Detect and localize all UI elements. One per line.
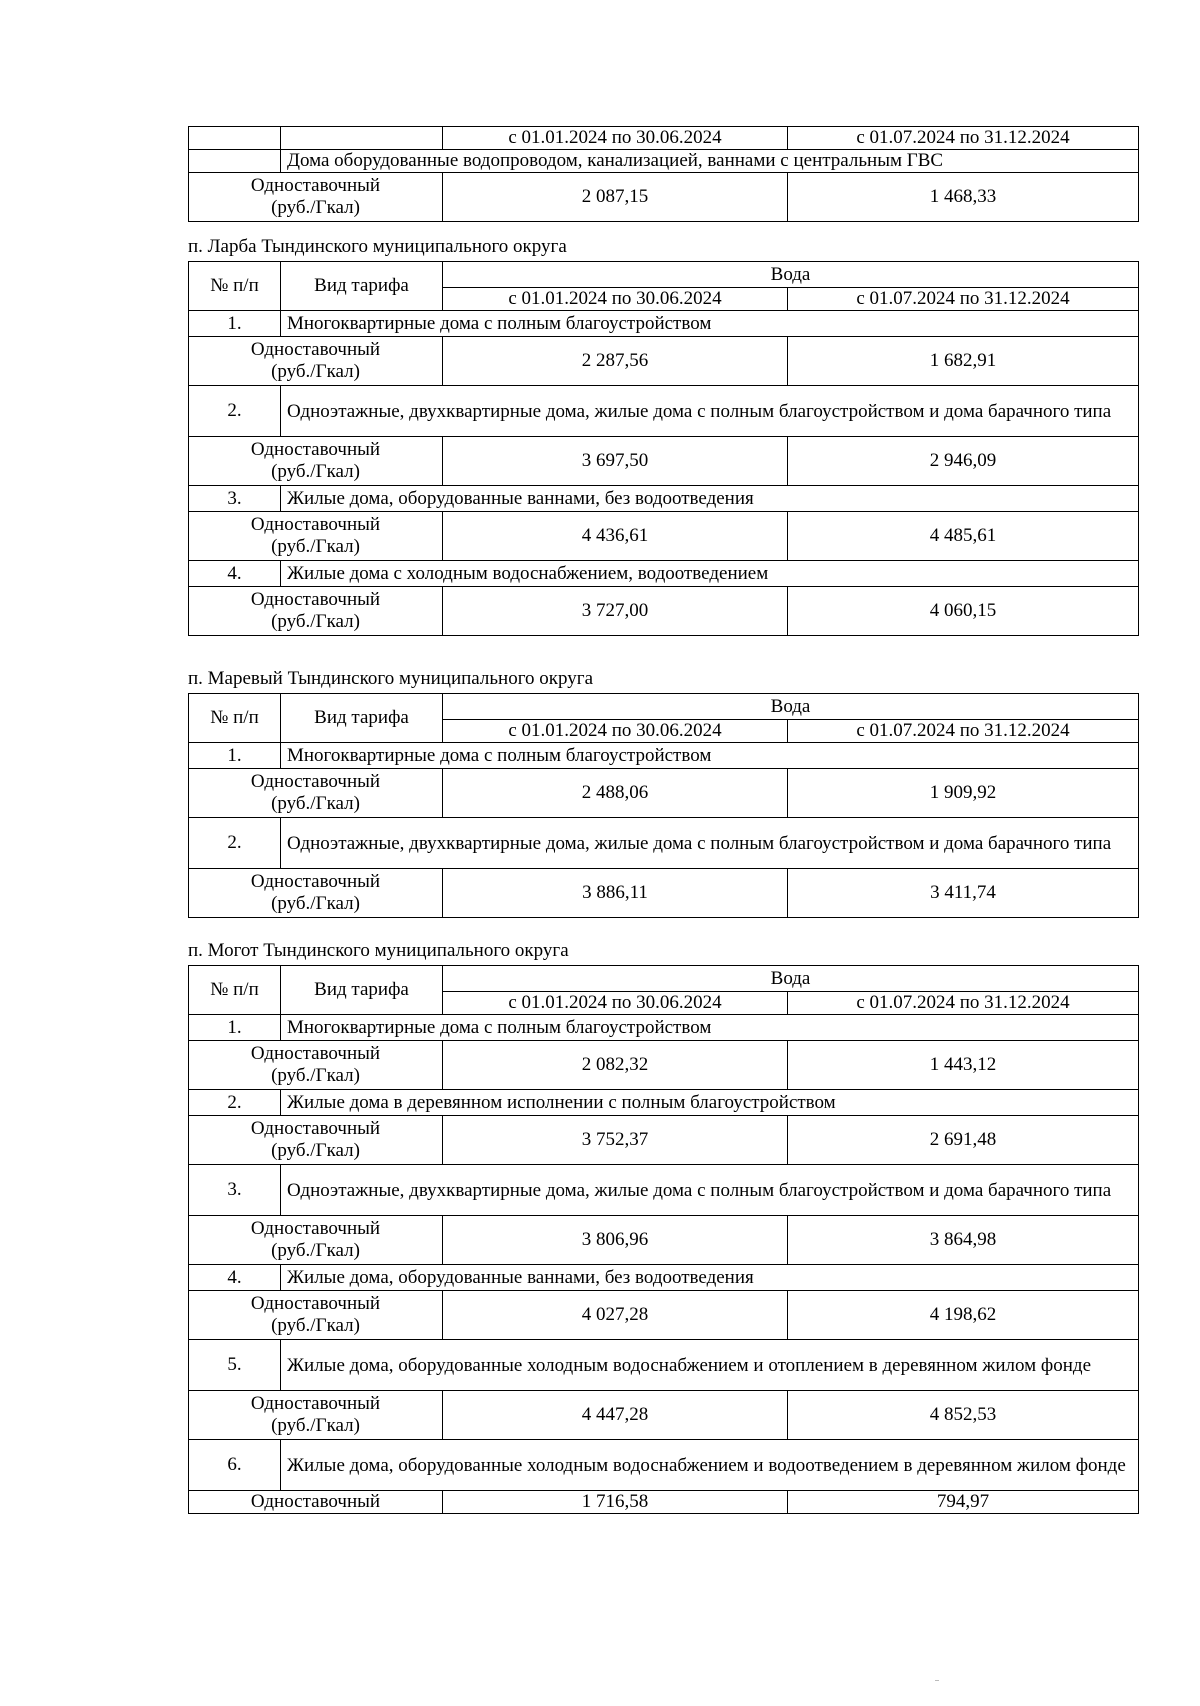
value-period2: 4 198,62 <box>788 1291 1139 1340</box>
rate-label-line1: Одноставочный <box>250 175 381 196</box>
rate-label-line1: Одноставочный <box>250 1393 381 1414</box>
value-period1: 2 488,06 <box>443 769 788 818</box>
row-description: Одноэтажные, двухквартирные дома, жилые дома с полным благоустройством и дома барачного типа <box>281 386 1139 437</box>
col-num-header: № п/п <box>189 694 281 743</box>
value-period1: 4 447,28 <box>443 1391 788 1440</box>
value-period1: 3 886,11 <box>443 869 788 918</box>
empty-cell <box>189 150 281 173</box>
rate-label <box>189 173 443 222</box>
row-number: 2. <box>189 818 281 869</box>
row-description: Многоквартирные дома с полным благоустройством <box>281 311 1139 337</box>
value-period1: 1 716,58 <box>443 1491 788 1514</box>
water-header: Вода <box>443 262 1139 288</box>
row-description: Жилые дома, оборудованные ваннами, без водоотведения <box>281 486 1139 512</box>
value-period2: 3 864,98 <box>788 1216 1139 1265</box>
rate-label <box>189 437 443 486</box>
group-row-label: Дома оборудованные водопроводом, канализацией, ваннами с центральным ГВС <box>281 150 1139 173</box>
rate-label-line2: (руб./Гкал) <box>271 1240 360 1261</box>
tariff-table-continuation <box>188 126 1138 222</box>
rate-label-line1: Одноставочный <box>250 589 381 610</box>
value-period1: 2 287,56 <box>443 337 788 386</box>
row-number: 1. <box>189 1015 281 1041</box>
row-number: 6. <box>189 1440 281 1491</box>
tariff-table-mogot <box>188 965 1138 1514</box>
rate-label-line1: Одноставочный <box>250 771 381 792</box>
row-number: 1. <box>189 311 281 337</box>
row-description: Многоквартирные дома с полным благоустройством <box>281 743 1139 769</box>
scan-speck <box>935 1680 939 1681</box>
row-number: 2. <box>189 1090 281 1116</box>
value-period1: 3 727,00 <box>443 587 788 636</box>
value-period1: 4 027,28 <box>443 1291 788 1340</box>
row-number: 1. <box>189 743 281 769</box>
period1-header: с 01.01.2024 по 30.06.2024 <box>443 288 788 311</box>
value-period2: 1 468,33 <box>788 173 1139 222</box>
row-number: 4. <box>189 1265 281 1291</box>
rate-label <box>189 1391 443 1440</box>
row-description: Многоквартирные дома с полным благоустройством <box>281 1015 1139 1041</box>
col-num-header: № п/п <box>189 262 281 311</box>
period1-header: с 01.01.2024 по 30.06.2024 <box>443 720 788 743</box>
period2-header: с 01.07.2024 по 31.12.2024 <box>788 992 1139 1015</box>
rate-label-line1: Одноставочный <box>250 1293 381 1314</box>
row-description: Одноэтажные, двухквартирные дома, жилые дома с полным благоустройством и дома барачного типа <box>281 818 1139 869</box>
rate-label-line2: (руб./Гкал) <box>271 793 360 814</box>
rate-label-line2: (руб./Гкал) <box>271 1415 360 1436</box>
value-period2: 4 485,61 <box>788 512 1139 561</box>
tariff-table-larba <box>188 261 1138 636</box>
col-num-header: № п/п <box>189 966 281 1015</box>
rate-label <box>189 1116 443 1165</box>
row-description: Жилые дома, оборудованные холодным водоснабжением и отоплением в деревянном жилом фонде <box>281 1340 1139 1391</box>
value-period2: 1 682,91 <box>788 337 1139 386</box>
period1-header: с 01.01.2024 по 30.06.2024 <box>443 127 788 150</box>
value-period2: 2 946,09 <box>788 437 1139 486</box>
value-period1: 4 436,61 <box>443 512 788 561</box>
empty-cell <box>281 127 443 150</box>
col-kind-header: Вид тарифа <box>281 966 443 1015</box>
row-description: Одноэтажные, двухквартирные дома, жилые дома с полным благоустройством и дома барачного типа <box>281 1165 1139 1216</box>
row-number: 3. <box>189 486 281 512</box>
rate-label-line1: Одноставочный <box>250 1043 381 1064</box>
rate-label-line2: (руб./Гкал) <box>271 611 360 632</box>
rate-label-line1: Одноставочный <box>250 1118 381 1139</box>
row-number: 4. <box>189 561 281 587</box>
rate-label <box>189 1216 443 1265</box>
rate-label-line1: Одноставочный <box>250 514 381 535</box>
rate-label-line1: Одноставочный <box>250 1491 381 1512</box>
period2-header: с 01.07.2024 по 31.12.2024 <box>788 288 1139 311</box>
value-period2: 1 909,92 <box>788 769 1139 818</box>
section-title-marevy: п. Маревый Тындинского муниципального округа <box>188 668 594 689</box>
rate-label <box>189 869 443 918</box>
value-period2: 794,97 <box>788 1491 1139 1514</box>
value-period1: 3 752,37 <box>443 1116 788 1165</box>
rate-label-line2: (руб./Гкал) <box>271 197 360 218</box>
rate-label-line1: Одноставочный <box>250 339 381 360</box>
rate-label-line2: (руб./Гкал) <box>271 1315 360 1336</box>
col-kind-header: Вид тарифа <box>281 694 443 743</box>
rate-label-line2: (руб./Гкал) <box>271 1065 360 1086</box>
rate-label <box>189 1041 443 1090</box>
water-header: Вода <box>443 966 1139 992</box>
rate-label <box>189 337 443 386</box>
value-period1: 2 082,32 <box>443 1041 788 1090</box>
period1-header: с 01.01.2024 по 30.06.2024 <box>443 992 788 1015</box>
row-description: Жилые дома, оборудованные холодным водоснабжением и водоотведением в деревянном жилом фонде <box>281 1440 1139 1491</box>
rate-label-line1: Одноставочный <box>250 439 381 460</box>
rate-label-line1: Одноставочный <box>250 871 381 892</box>
rate-label-line1: Одноставочный <box>250 1218 381 1239</box>
rate-label <box>189 1291 443 1340</box>
rate-label-line2: (руб./Гкал) <box>271 461 360 482</box>
col-kind-header: Вид тарифа <box>281 262 443 311</box>
period2-header: с 01.07.2024 по 31.12.2024 <box>788 127 1139 150</box>
rate-label-line2: (руб./Гкал) <box>271 1140 360 1161</box>
row-number: 3. <box>189 1165 281 1216</box>
rate-label <box>189 512 443 561</box>
value-period2: 3 411,74 <box>788 869 1139 918</box>
row-description: Жилые дома в деревянном исполнении с полным благоустройством <box>281 1090 1139 1116</box>
empty-cell <box>189 127 281 150</box>
section-title-larba: п. Ларба Тындинского муниципального округа <box>188 236 567 257</box>
rate-label-line2: (руб./Гкал) <box>271 536 360 557</box>
row-number: 5. <box>189 1340 281 1391</box>
row-description: Жилые дома, оборудованные ваннами, без водоотведения <box>281 1265 1139 1291</box>
value-period1: 3 806,96 <box>443 1216 788 1265</box>
period2-header: с 01.07.2024 по 31.12.2024 <box>788 720 1139 743</box>
rate-label-line2: (руб./Гкал) <box>271 361 360 382</box>
rate-label <box>189 587 443 636</box>
row-number: 2. <box>189 386 281 437</box>
value-period2: 1 443,12 <box>788 1041 1139 1090</box>
value-period1: 3 697,50 <box>443 437 788 486</box>
row-description: Жилые дома с холодным водоснабжением, водоотведением <box>281 561 1139 587</box>
value-period2: 4 060,15 <box>788 587 1139 636</box>
value-period2: 2 691,48 <box>788 1116 1139 1165</box>
tariff-table-marevy <box>188 693 1138 918</box>
water-header: Вода <box>443 694 1139 720</box>
value-period1: 2 087,15 <box>443 173 788 222</box>
rate-label <box>189 769 443 818</box>
section-title-mogot: п. Могот Тындинского муниципального округа <box>188 940 569 961</box>
rate-label-line2: (руб./Гкал) <box>271 893 360 914</box>
value-period2: 4 852,53 <box>788 1391 1139 1440</box>
rate-label <box>189 1491 443 1514</box>
